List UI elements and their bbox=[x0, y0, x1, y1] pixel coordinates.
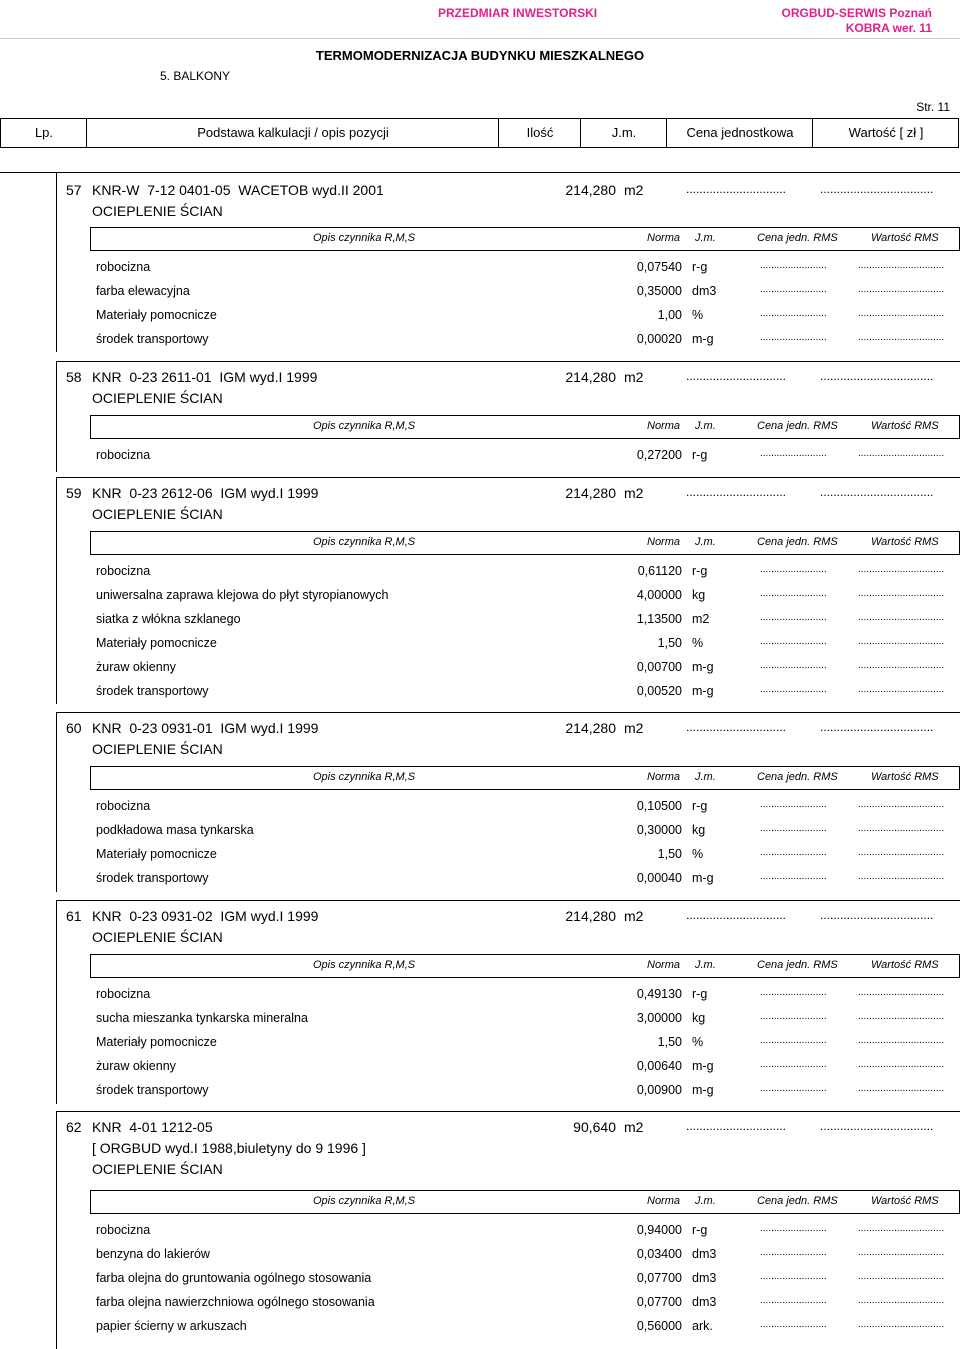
rms-value-placeholder: ............................... bbox=[858, 332, 945, 343]
position-unit-price-placeholder: .............................. bbox=[686, 485, 787, 499]
rms-col-unit-price: Cena jedn. RMS bbox=[757, 420, 838, 432]
rms-norma: 1,50 bbox=[657, 1035, 682, 1049]
rms-unit-price-placeholder: ........................ bbox=[760, 1223, 827, 1234]
rms-unit-price-placeholder: ........................ bbox=[760, 1083, 827, 1094]
rms-factor-name: sucha mieszanka tynkarska mineralna bbox=[96, 1011, 308, 1025]
rms-factor-name: robocizna bbox=[96, 1223, 151, 1237]
rms-col-description: Opis czynnika R,M,S bbox=[313, 959, 416, 971]
position-quantity: 214,280 bbox=[565, 182, 616, 198]
position-value-placeholder: .................................. bbox=[820, 908, 934, 922]
position-quantity: 214,280 bbox=[565, 720, 616, 736]
rms-factor-name: Materiały pomocnicze bbox=[96, 847, 217, 861]
rms-col-unit: J.m. bbox=[695, 1195, 716, 1207]
rms-unit: m-g bbox=[692, 871, 714, 885]
rms-value-placeholder: ............................... bbox=[858, 1247, 945, 1258]
rms-col-description: Opis czynnika R,M,S bbox=[313, 1195, 416, 1207]
rms-row bbox=[96, 260, 956, 278]
rms-row bbox=[96, 847, 956, 865]
position-number: 57 bbox=[66, 182, 82, 198]
rms-col-unit-price: Cena jedn. RMS bbox=[757, 771, 838, 783]
section-title: 5. BALKONY bbox=[160, 69, 231, 83]
rms-unit: % bbox=[692, 847, 704, 861]
rms-col-norma: Norma bbox=[647, 1195, 681, 1207]
position-unit: m2 bbox=[624, 485, 644, 501]
rms-value-placeholder: ............................... bbox=[858, 612, 945, 623]
rms-norma: 0,07700 bbox=[636, 1271, 682, 1285]
rms-norma: 0,00040 bbox=[636, 871, 682, 885]
rms-unit: r-g bbox=[692, 448, 708, 462]
rms-norma: 1,50 bbox=[657, 636, 682, 650]
rms-value-placeholder: ............................... bbox=[858, 987, 945, 998]
rms-value-placeholder: ............................... bbox=[858, 660, 945, 671]
rms-norma: 0,00900 bbox=[636, 1083, 682, 1097]
rms-unit-price-placeholder: ........................ bbox=[760, 332, 827, 343]
document-type: PRZEDMIAR INWESTORSKI bbox=[438, 6, 598, 20]
rms-col-value: Wartość RMS bbox=[871, 771, 939, 783]
rms-row bbox=[96, 987, 956, 1005]
rms-row bbox=[96, 1083, 956, 1101]
rms-unit: % bbox=[692, 636, 704, 650]
rms-value-placeholder: ............................... bbox=[858, 1083, 945, 1094]
rms-value-placeholder: ............................... bbox=[858, 1319, 945, 1330]
rms-unit: % bbox=[692, 308, 704, 322]
position-description: OCIEPLENIE ŚCIAN bbox=[92, 741, 223, 757]
rms-col-description: Opis czynnika R,M,S bbox=[313, 536, 416, 548]
rms-value-placeholder: ............................... bbox=[858, 1035, 945, 1046]
position-unit-price-placeholder: .............................. bbox=[686, 1119, 787, 1133]
position-description: [ ORGBUD wyd.I 1988,biuletyny do 9 1996 ] bbox=[92, 1140, 366, 1156]
position-value-placeholder: .................................. bbox=[820, 369, 934, 383]
rms-factor-name: podkładowa masa tynkarska bbox=[96, 823, 254, 837]
rms-row bbox=[96, 588, 956, 606]
rms-unit: kg bbox=[692, 823, 706, 837]
position-top-rule bbox=[56, 477, 960, 478]
rms-unit-price-placeholder: ........................ bbox=[760, 1059, 827, 1070]
rms-unit: r-g bbox=[692, 1223, 708, 1237]
rms-factor-name: robocizna bbox=[96, 260, 151, 274]
rms-header bbox=[90, 954, 960, 978]
rms-value-placeholder: ............................... bbox=[858, 448, 945, 459]
rms-value-placeholder: ............................... bbox=[858, 260, 945, 271]
rms-value-placeholder: ............................... bbox=[858, 799, 945, 810]
rms-unit-price-placeholder: ........................ bbox=[760, 612, 827, 623]
rms-unit: m-g bbox=[692, 1059, 714, 1073]
rms-col-unit: J.m. bbox=[695, 232, 716, 244]
rms-unit-price-placeholder: ........................ bbox=[760, 660, 827, 671]
rms-factor-name: robocizna bbox=[96, 799, 151, 813]
company-info bbox=[782, 6, 932, 36]
rms-factor-name: benzyna do lakierów bbox=[96, 1247, 210, 1261]
rms-col-description: Opis czynnika R,M,S bbox=[313, 771, 416, 783]
position-unit-price-placeholder: .............................. bbox=[686, 369, 787, 383]
rms-unit: kg bbox=[692, 1011, 706, 1025]
position-value-placeholder: .................................. bbox=[820, 720, 934, 734]
position-description: OCIEPLENIE ŚCIAN bbox=[92, 929, 223, 945]
col-unit: J.m. bbox=[580, 119, 667, 147]
rms-value-placeholder: ............................... bbox=[858, 823, 945, 834]
rms-unit-price-placeholder: ........................ bbox=[760, 1247, 827, 1258]
rms-unit-price-placeholder: ........................ bbox=[760, 1011, 827, 1022]
rms-value-placeholder: ............................... bbox=[858, 684, 945, 695]
position-item bbox=[56, 720, 960, 760]
rms-col-norma: Norma bbox=[647, 771, 681, 783]
rms-row bbox=[96, 1035, 956, 1053]
position-unit-price-placeholder: .............................. bbox=[686, 908, 787, 922]
position-top-rule bbox=[56, 1111, 960, 1112]
rms-norma: 1,13500 bbox=[636, 612, 682, 626]
rms-col-unit-price: Cena jedn. RMS bbox=[757, 959, 838, 971]
rms-value-placeholder: ............................... bbox=[858, 284, 945, 295]
rms-factor-name: siatka z włókna szklanego bbox=[96, 612, 241, 626]
rms-unit-price-placeholder: ........................ bbox=[760, 987, 827, 998]
rms-value-placeholder: ............................... bbox=[858, 564, 945, 575]
rms-unit: m-g bbox=[692, 684, 714, 698]
position-top-rule bbox=[56, 172, 960, 173]
rms-norma: 0,10500 bbox=[636, 799, 682, 813]
rms-unit-price-placeholder: ........................ bbox=[760, 1271, 827, 1282]
rms-row bbox=[96, 1271, 956, 1289]
position-value-placeholder: .................................. bbox=[820, 1119, 934, 1133]
position-top-rule bbox=[56, 361, 960, 362]
rms-value-placeholder: ............................... bbox=[858, 308, 945, 319]
rms-unit: r-g bbox=[692, 564, 708, 578]
header-divider bbox=[0, 38, 960, 39]
position-quantity: 90,640 bbox=[573, 1119, 616, 1135]
position-description: OCIEPLENIE ŚCIAN bbox=[92, 203, 223, 219]
rms-col-unit: J.m. bbox=[695, 536, 716, 548]
position-number: 59 bbox=[66, 485, 82, 501]
page-header bbox=[0, 6, 960, 34]
rms-row bbox=[96, 448, 956, 466]
rms-header bbox=[90, 531, 960, 555]
rms-norma: 0,56000 bbox=[636, 1319, 682, 1333]
rms-factor-name: Materiały pomocnicze bbox=[96, 1035, 217, 1049]
table-header bbox=[0, 118, 959, 148]
rms-unit: dm3 bbox=[692, 1295, 717, 1309]
position-quantity: 214,280 bbox=[565, 908, 616, 924]
rms-factor-name: robocizna bbox=[96, 448, 151, 462]
document-title: TERMOMODERNIZACJA BUDYNKU MIESZKALNEGO bbox=[315, 48, 645, 63]
position-top-rule bbox=[56, 900, 960, 901]
rms-unit-price-placeholder: ........................ bbox=[760, 823, 827, 834]
rms-row bbox=[96, 564, 956, 582]
rms-row bbox=[96, 1247, 956, 1265]
rms-norma: 0,94000 bbox=[636, 1223, 682, 1237]
rms-factor-name: Materiały pomocnicze bbox=[96, 308, 217, 322]
position-description: OCIEPLENIE ŚCIAN bbox=[92, 390, 223, 406]
rms-col-description: Opis czynnika R,M,S bbox=[313, 420, 416, 432]
position-unit: m2 bbox=[624, 720, 644, 736]
rms-norma: 4,00000 bbox=[636, 588, 682, 602]
rms-row bbox=[96, 660, 956, 678]
rms-unit: kg bbox=[692, 588, 706, 602]
rms-factor-name: środek transportowy bbox=[96, 332, 209, 346]
rms-norma: 0,49130 bbox=[636, 987, 682, 1001]
rms-norma: 0,00520 bbox=[636, 684, 682, 698]
rms-row bbox=[96, 308, 956, 326]
position-unit-price-placeholder: .............................. bbox=[686, 720, 787, 734]
rms-norma: 0,35000 bbox=[636, 284, 682, 298]
rms-row bbox=[96, 636, 956, 654]
rms-factor-name: środek transportowy bbox=[96, 871, 209, 885]
rms-factor-name: żuraw okienny bbox=[96, 660, 176, 674]
rms-unit-price-placeholder: ........................ bbox=[760, 1035, 827, 1046]
rms-norma: 1,50 bbox=[657, 847, 682, 861]
rms-col-norma: Norma bbox=[647, 232, 681, 244]
rms-factor-name: papier ścierny w arkuszach bbox=[96, 1319, 247, 1333]
rms-factor-name: żuraw okienny bbox=[96, 1059, 176, 1073]
rms-unit: r-g bbox=[692, 260, 708, 274]
col-lp: Lp. bbox=[0, 119, 87, 147]
position-number: 58 bbox=[66, 369, 82, 385]
rms-row bbox=[96, 871, 956, 889]
col-value: Wartość [ zł ] bbox=[812, 119, 959, 147]
rms-unit-price-placeholder: ........................ bbox=[760, 871, 827, 882]
rms-factor-name: robocizna bbox=[96, 987, 151, 1001]
rms-col-norma: Norma bbox=[647, 420, 681, 432]
rms-value-placeholder: ............................... bbox=[858, 1295, 945, 1306]
position-value-placeholder: .................................. bbox=[820, 485, 934, 499]
company-name: ORGBUD-SERWIS Poznań bbox=[781, 6, 932, 20]
rms-col-unit-price: Cena jedn. RMS bbox=[757, 1195, 838, 1207]
col-unit-price: Cena jednostkowa bbox=[666, 119, 813, 147]
rms-norma: 0,07700 bbox=[636, 1295, 682, 1309]
rms-row bbox=[96, 1059, 956, 1077]
rms-unit: % bbox=[692, 1035, 704, 1049]
rms-col-unit-price: Cena jedn. RMS bbox=[757, 232, 838, 244]
rms-unit: m-g bbox=[692, 332, 714, 346]
position-quantity: 214,280 bbox=[565, 485, 616, 501]
rms-row bbox=[96, 284, 956, 302]
rms-norma: 0,00700 bbox=[636, 660, 682, 674]
rms-factor-name: farba olejna do gruntowania ogólnego stosowania bbox=[96, 1271, 372, 1285]
rms-unit-price-placeholder: ........................ bbox=[760, 284, 827, 295]
rms-value-placeholder: ............................... bbox=[858, 1011, 945, 1022]
rms-col-value: Wartość RMS bbox=[871, 232, 939, 244]
position-basis: KNR 0-23 2612-06 IGM wyd.I 1999 bbox=[92, 485, 319, 501]
rms-value-placeholder: ............................... bbox=[858, 636, 945, 647]
position-number: 61 bbox=[66, 908, 82, 924]
col-description: Podstawa kalkulacji / opis pozycji bbox=[86, 119, 499, 147]
rms-unit-price-placeholder: ........................ bbox=[760, 260, 827, 271]
rms-col-value: Wartość RMS bbox=[871, 536, 939, 548]
rms-header bbox=[90, 1190, 960, 1214]
position-unit: m2 bbox=[624, 182, 644, 198]
rms-unit: r-g bbox=[692, 799, 708, 813]
rms-col-norma: Norma bbox=[647, 959, 681, 971]
position-item bbox=[56, 369, 960, 409]
position-basis: KNR 0-23 2611-01 IGM wyd.I 1999 bbox=[92, 369, 318, 385]
rms-col-value: Wartość RMS bbox=[871, 1195, 939, 1207]
rms-factor-name: uniwersalna zaprawa klejowa do płyt styropianowych bbox=[96, 588, 389, 602]
position-item bbox=[56, 908, 960, 948]
rms-header bbox=[90, 766, 960, 790]
position-unit: m2 bbox=[624, 369, 644, 385]
rms-col-norma: Norma bbox=[647, 536, 681, 548]
rms-unit-price-placeholder: ........................ bbox=[760, 588, 827, 599]
rms-col-unit: J.m. bbox=[695, 959, 716, 971]
rms-col-description: Opis czynnika R,M,S bbox=[313, 232, 416, 244]
rms-factor-name: środek transportowy bbox=[96, 1083, 209, 1097]
rms-unit-price-placeholder: ........................ bbox=[760, 847, 827, 858]
rms-norma: 0,30000 bbox=[636, 823, 682, 837]
rms-row bbox=[96, 823, 956, 841]
col-quantity: Ilość bbox=[498, 119, 581, 147]
rms-norma: 0,00640 bbox=[636, 1059, 682, 1073]
position-description: OCIEPLENIE ŚCIAN bbox=[92, 506, 223, 522]
rms-norma: 0,27200 bbox=[636, 448, 682, 462]
rms-unit: r-g bbox=[692, 987, 708, 1001]
position-number: 60 bbox=[66, 720, 82, 736]
position-basis: KNR 4-01 1212-05 bbox=[92, 1119, 213, 1135]
position-description: OCIEPLENIE ŚCIAN bbox=[92, 1161, 223, 1177]
rms-header bbox=[90, 227, 960, 251]
rms-norma: 3,00000 bbox=[636, 1011, 682, 1025]
rms-unit-price-placeholder: ........................ bbox=[760, 799, 827, 810]
rms-norma: 0,00020 bbox=[636, 332, 682, 346]
rms-col-value: Wartość RMS bbox=[871, 420, 939, 432]
position-basis: KNR 0-23 0931-01 IGM wyd.I 1999 bbox=[92, 720, 319, 736]
rms-col-unit: J.m. bbox=[695, 420, 716, 432]
position-basis: KNR-W 7-12 0401-05 WACETOB wyd.II 2001 bbox=[92, 182, 384, 198]
rms-norma: 0,07540 bbox=[636, 260, 682, 274]
rms-unit: dm3 bbox=[692, 284, 717, 298]
position-top-rule bbox=[56, 712, 960, 713]
rms-unit-price-placeholder: ........................ bbox=[760, 308, 827, 319]
rms-row bbox=[96, 1223, 956, 1241]
rms-unit-price-placeholder: ........................ bbox=[760, 636, 827, 647]
rms-norma: 0,61120 bbox=[637, 564, 682, 578]
rms-factor-name: Materiały pomocnicze bbox=[96, 636, 217, 650]
position-basis: KNR 0-23 0931-02 IGM wyd.I 1999 bbox=[92, 908, 319, 924]
rms-unit: ark. bbox=[692, 1319, 713, 1333]
rms-value-placeholder: ............................... bbox=[858, 1059, 945, 1070]
rms-unit: dm3 bbox=[692, 1271, 717, 1285]
rms-row bbox=[96, 1011, 956, 1029]
rms-norma: 0,03400 bbox=[636, 1247, 682, 1261]
rms-row bbox=[96, 332, 956, 350]
page-number: Str. 11 bbox=[916, 100, 950, 114]
rms-factor-name: środek transportowy bbox=[96, 684, 209, 698]
rms-row bbox=[96, 799, 956, 817]
rms-factor-name: farba olejna nawierzchniowa ogólnego stosowania bbox=[96, 1295, 375, 1309]
position-unit: m2 bbox=[624, 1119, 644, 1135]
rms-unit: m-g bbox=[692, 1083, 714, 1097]
position-unit-price-placeholder: .............................. bbox=[686, 182, 787, 196]
rms-row bbox=[96, 1319, 956, 1337]
position-value-placeholder: .................................. bbox=[820, 182, 934, 196]
rms-unit: m-g bbox=[692, 660, 714, 674]
rms-factor-name: robocizna bbox=[96, 564, 151, 578]
rms-value-placeholder: ............................... bbox=[858, 847, 945, 858]
rms-value-placeholder: ............................... bbox=[858, 871, 945, 882]
rms-row bbox=[96, 684, 956, 702]
rms-value-placeholder: ............................... bbox=[858, 588, 945, 599]
rms-col-unit-price: Cena jedn. RMS bbox=[757, 536, 838, 548]
rms-header bbox=[90, 415, 960, 439]
position-item bbox=[56, 485, 960, 525]
rms-unit-price-placeholder: ........................ bbox=[760, 564, 827, 575]
software-version: KOBRA wer. 11 bbox=[845, 21, 932, 35]
rms-value-placeholder: ............................... bbox=[858, 1271, 945, 1282]
rms-unit-price-placeholder: ........................ bbox=[760, 448, 827, 459]
position-item bbox=[56, 182, 960, 222]
position-quantity: 214,280 bbox=[565, 369, 616, 385]
rms-unit-price-placeholder: ........................ bbox=[760, 684, 827, 695]
rms-value-placeholder: ............................... bbox=[858, 1223, 945, 1234]
rms-factor-name: farba elewacyjna bbox=[96, 284, 190, 298]
rms-norma: 1,00 bbox=[657, 308, 682, 322]
rms-unit: m2 bbox=[692, 612, 710, 626]
rms-col-unit: J.m. bbox=[695, 771, 716, 783]
position-unit: m2 bbox=[624, 908, 644, 924]
rms-row bbox=[96, 612, 956, 630]
rms-unit: dm3 bbox=[692, 1247, 717, 1261]
rms-unit-price-placeholder: ........................ bbox=[760, 1295, 827, 1306]
rms-row bbox=[96, 1295, 956, 1313]
rms-col-value: Wartość RMS bbox=[871, 959, 939, 971]
position-item bbox=[56, 1119, 960, 1177]
position-number: 62 bbox=[66, 1119, 82, 1135]
rms-unit-price-placeholder: ........................ bbox=[760, 1319, 827, 1330]
